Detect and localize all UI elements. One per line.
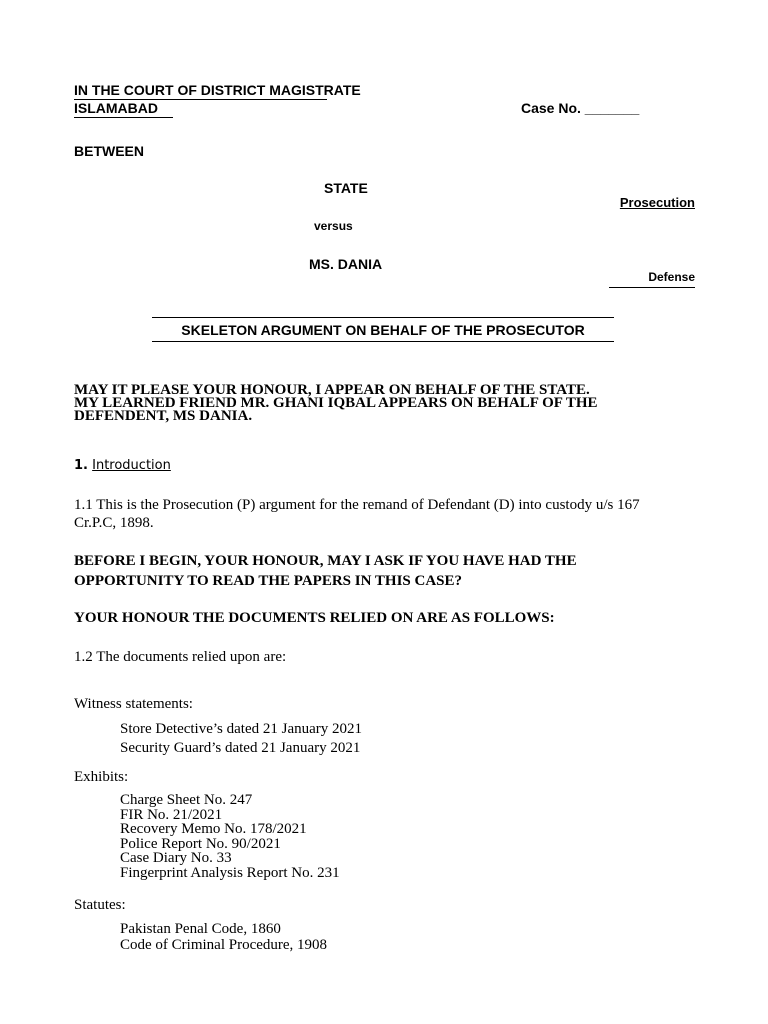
- title-top-rule: [152, 317, 614, 318]
- city-heading: ISLAMABAD: [74, 100, 158, 116]
- question-line: BEFORE I BEGIN, YOUR HONOUR, MAY I ASK IF YOU HAVE HAD THE: [74, 553, 577, 569]
- exhibits-list: [120, 793, 340, 880]
- list-item: Recovery Memo No. 178/2021: [120, 821, 307, 837]
- list-item: Pakistan Penal Code, 1860: [120, 921, 281, 937]
- opening-statement: [74, 384, 598, 423]
- list-item: Security Guard’s dated 21 January 2021: [120, 740, 361, 756]
- section-1-number: 1.: [74, 458, 88, 473]
- section-1-heading: [74, 458, 171, 473]
- title-bottom-rule: [152, 341, 614, 342]
- section-1-title: Introduction: [92, 458, 171, 473]
- opening-line: DEFENDENT, MS DANIA.: [74, 408, 253, 424]
- versus-label: versus: [314, 219, 353, 233]
- city-heading-rule: [74, 117, 173, 118]
- exhibits-label: Exhibits:: [74, 769, 129, 785]
- witness-statements-label: Witness statements:: [74, 696, 193, 712]
- statutes-list: [120, 921, 327, 953]
- list-item: Case Diary No. 33: [120, 850, 232, 866]
- paragraph-1-1: [74, 496, 640, 532]
- witness-statements-list: [120, 720, 362, 758]
- between-label: BETWEEN: [74, 143, 144, 159]
- documents-intro: YOUR HONOUR THE DOCUMENTS RELIED ON ARE AS FOLLOWS:: [74, 610, 555, 626]
- statutes-label: Statutes:: [74, 897, 126, 913]
- list-item: Charge Sheet No. 247: [120, 792, 253, 808]
- list-item: FIR No. 21/2021: [120, 806, 223, 823]
- paragraph-line: 1.1 This is the Prosecution (P) argument for the remand of Defendant (D) into custody u/s 167: [74, 497, 640, 513]
- state-party: STATE: [324, 180, 368, 196]
- question-line: OPPORTUNITY TO READ THE PAPERS IN THIS CASE?: [74, 573, 463, 589]
- opening-line: MAY IT PLEASE YOUR HONOUR, I APPEAR ON BEHALF OF THE STATE.: [74, 382, 590, 398]
- paragraph-line: Cr.P.C, 1898.: [74, 515, 154, 531]
- case-number-label: Case No. _______: [521, 100, 640, 116]
- defense-role: Defense: [648, 270, 695, 284]
- list-item: Store Detective’s dated 21 January 2021: [120, 721, 363, 737]
- defendant-party: MS. DANIA: [309, 256, 383, 272]
- opening-line: MY LEARNED FRIEND MR. GHANI IQBAL APPEARS ON BEHALF OF THE: [74, 395, 598, 411]
- document-title: SKELETON ARGUMENT ON BEHALF OF THE PROSECUTOR: [181, 322, 585, 338]
- paragraph-1-2: 1.2 The documents relied upon are:: [74, 649, 287, 665]
- reading-question: [74, 551, 577, 591]
- court-heading: IN THE COURT OF DISTRICT MAGISTRATE: [74, 82, 361, 98]
- defense-role-rule: [609, 287, 695, 288]
- prosecution-role: Prosecution: [619, 195, 695, 210]
- list-item: Fingerprint Analysis Report No. 231: [120, 864, 340, 881]
- list-item: Police Report No. 90/2021: [120, 835, 281, 852]
- list-item: Code of Criminal Procedure, 1908: [120, 937, 328, 953]
